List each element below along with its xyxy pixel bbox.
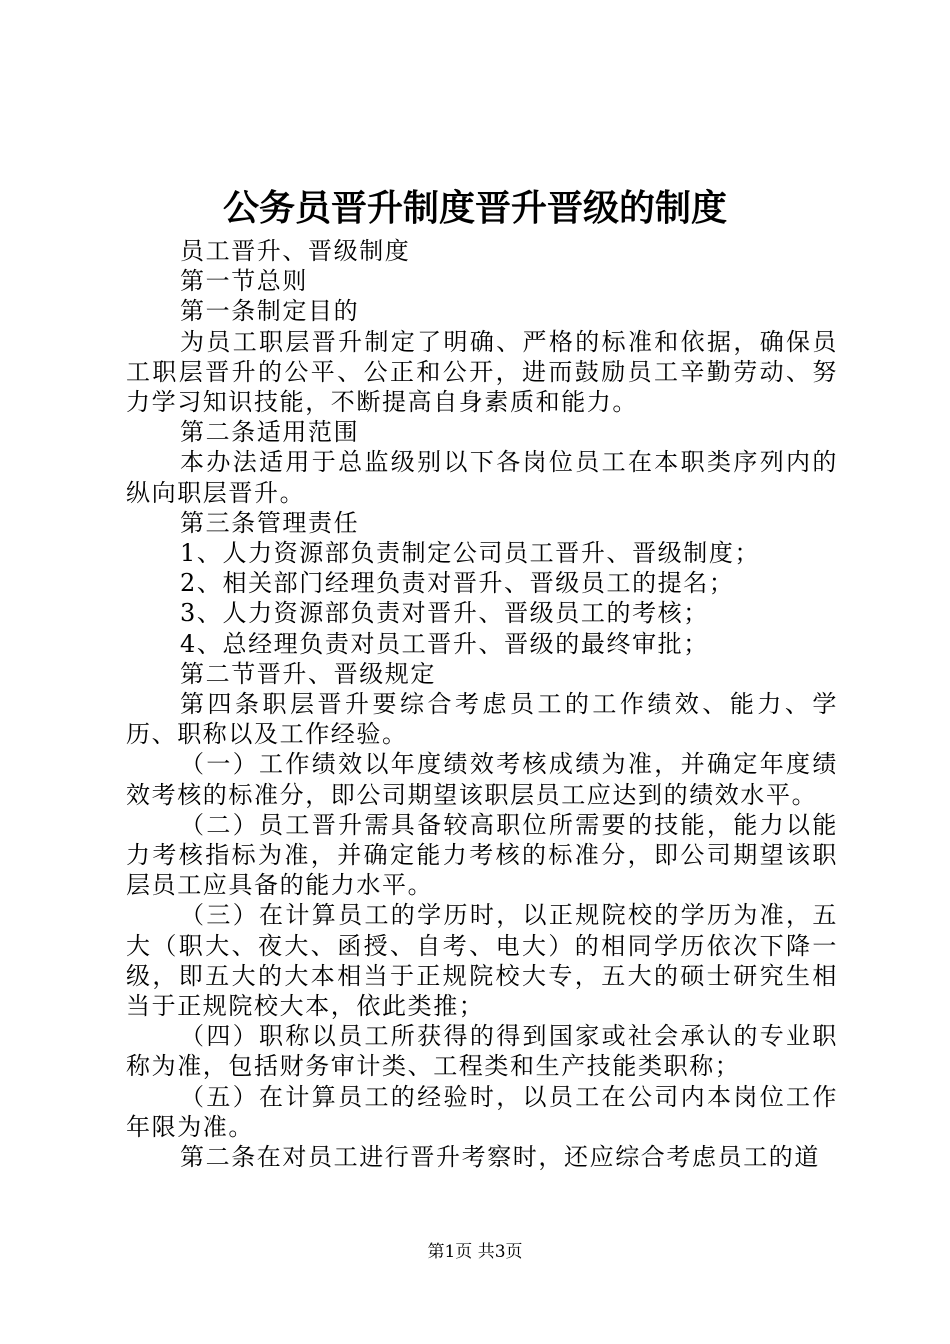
paragraph: 第四条职层晋升要综合考虑员工的工作绩效、能力、学历、职称以及工作经验。 <box>126 690 838 749</box>
list-item: 3、人力资源部负责对晋升、晋级员工的考核； <box>180 599 709 628</box>
article-heading: 第三条管理责任 <box>180 508 360 537</box>
paragraph: （三）在计算员工的学历时，以正规院校的学历为准，五大（职大、夜大、函授、自考、电大）的相同学历依次下降一级，即五大的大本相当于正规院校大专，五大的硕士研究生相当于正规院校大本，依此类推； <box>126 901 838 1021</box>
article-heading: 第二条适用范围 <box>180 418 360 447</box>
section-heading: 第一节总则 <box>180 267 308 296</box>
paragraph: 第二条在对员工进行晋升考察时，还应综合考虑员工的道 <box>180 1143 820 1172</box>
paragraph-heading: 员工晋升、晋级制度 <box>180 237 411 265</box>
list-item: 2、相关部门经理负责对晋升、晋级员工的提名； <box>180 569 735 598</box>
paragraph: 本办法适用于总监级别以下各岗位员工在本职类序列内的纵向职层晋升。 <box>126 448 838 507</box>
paragraph: （五）在计算员工的经验时，以员工在公司内本岗位工作年限为准。 <box>126 1082 838 1141</box>
paragraph: （一）工作绩效以年度绩效考核成绩为准，并确定年度绩效考核的标准分，即公司期望该职层员工应达到的绩效水平。 <box>126 750 838 809</box>
list-item: 1、人力资源部负责制定公司员工晋升、晋级制度； <box>180 539 761 568</box>
list-item: 4、总经理负责对员工晋升、晋级的最终审批； <box>180 629 709 658</box>
paragraph: （二）员工晋升需具备较高职位所需要的技能，能力以能力考核指标为准，并确定能力考核的标准分，即公司期望该职层员工应具备的能力水平。 <box>126 810 838 900</box>
page-footer: 第1页 共3页 <box>427 1242 523 1262</box>
document-title: 公务员晋升制度晋升晋级的制度 <box>222 187 727 229</box>
article-heading: 第一条制定目的 <box>180 297 360 326</box>
section-heading: 第二节晋升、晋级规定 <box>180 659 436 688</box>
paragraph: 为员工职层晋升制定了明确、严格的标准和依据，确保员工职层晋升的公平、公正和公开，进而鼓励员工辛勤劳动、努力学习知识技能，不断提高自身素质和能力。 <box>126 327 838 417</box>
paragraph: （四）职称以员工所获得的得到国家或社会承认的专业职称为准，包括财务审计类、工程类和生产技能类职称； <box>126 1022 838 1081</box>
document-body <box>126 236 838 1172</box>
